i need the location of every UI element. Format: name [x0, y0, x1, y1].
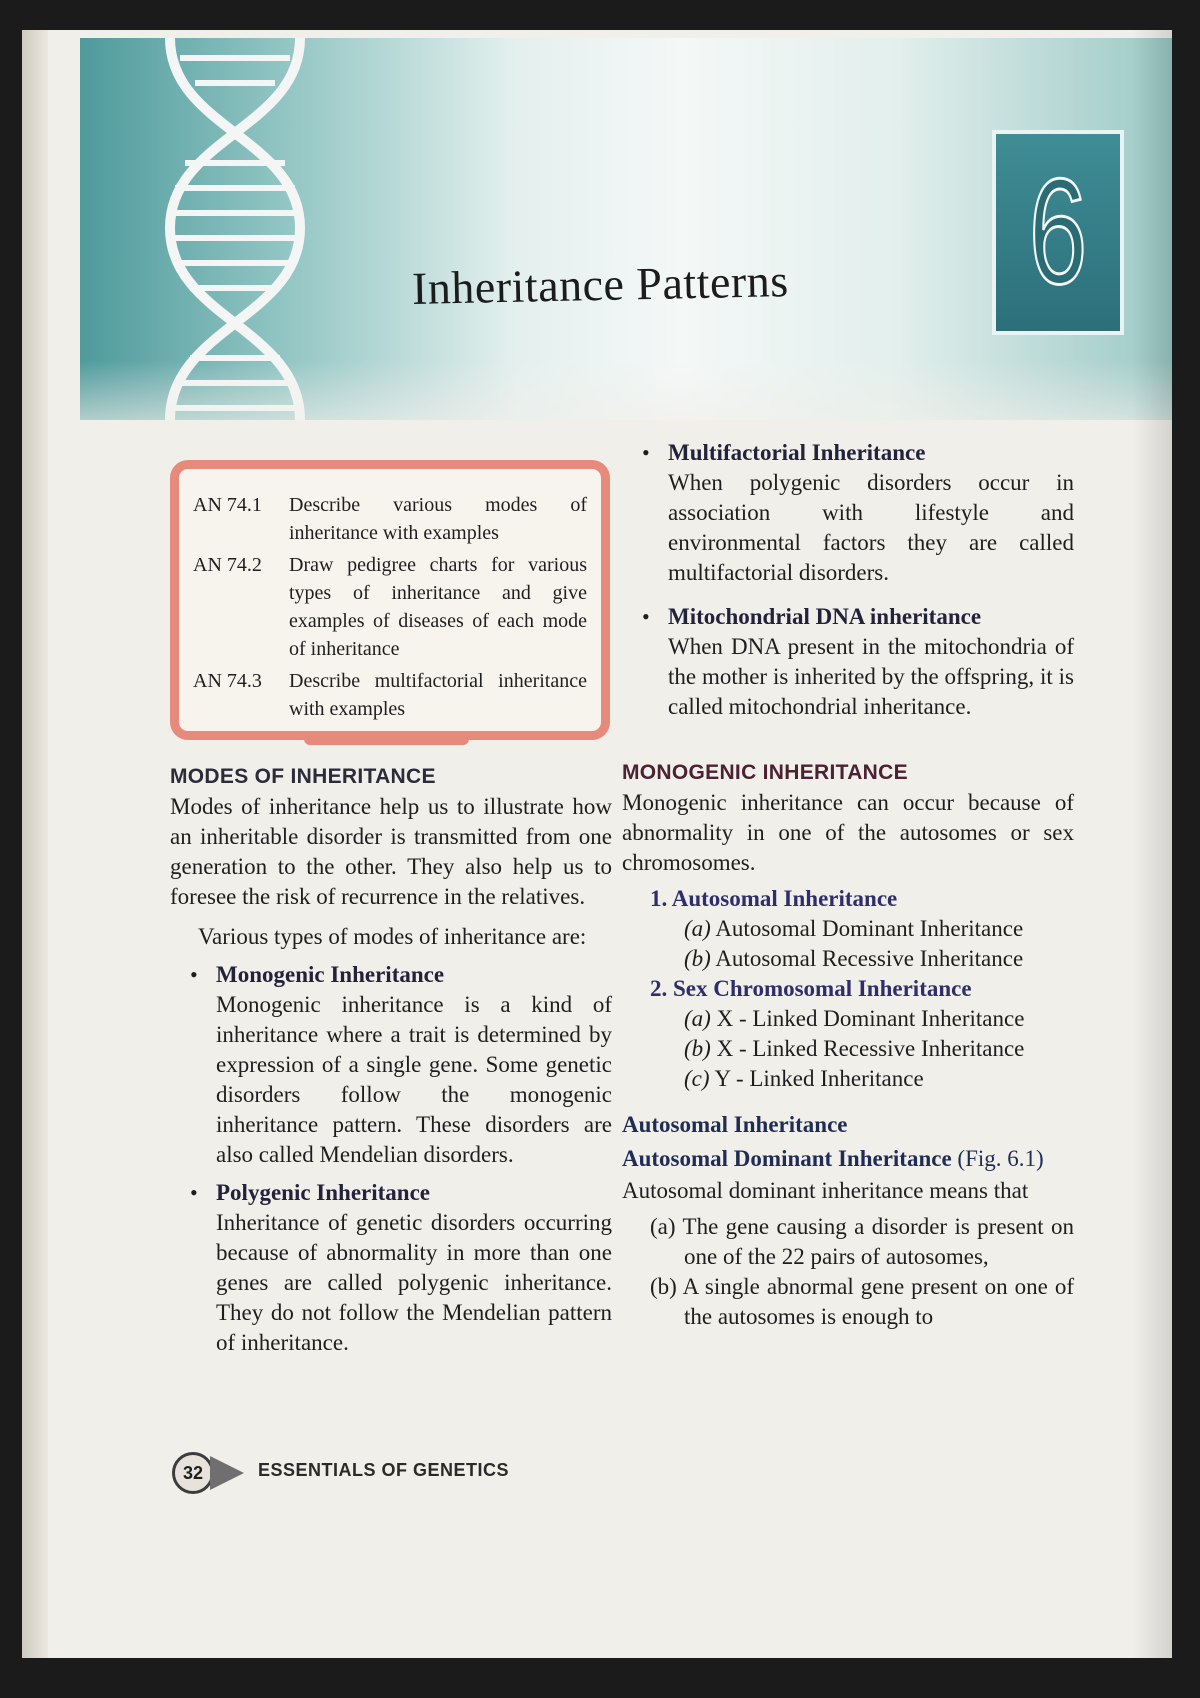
bullet-dot: •: [190, 962, 198, 987]
sub-text: X - Linked Recessive Inheritance: [716, 1036, 1025, 1061]
objective-code: AN 74.2: [193, 554, 262, 576]
sub-item: [650, 1034, 1074, 1064]
bullet-text: Monogenic inheritance is a kind of inheritance where a trait is determined by expression of a single gene. Some genetic disorders follow the monogenic inheritance pattern. These disorders are also called Mendelian disorders.: [216, 992, 612, 1167]
point-item: [636, 1212, 1074, 1272]
chapter-title: Inheritance Patterns: [411, 255, 790, 314]
dominant-paragraph: Autosomal dominant inheritance means that: [622, 1178, 1029, 1203]
bullet-title: Polygenic Inheritance: [216, 1180, 430, 1205]
page-footer: [172, 1450, 592, 1500]
bullet-dot: •: [190, 1180, 198, 1205]
objective-text: Describe multifactorial inheritance with examples: [289, 670, 587, 720]
list-item-autosomal: [622, 884, 1074, 914]
page-edge: [22, 30, 48, 1658]
book-page: [22, 30, 1172, 1658]
point-text: A single abnormal gene present on one of the autosomes is enough to: [682, 1274, 1074, 1329]
sub-item: [650, 914, 1074, 944]
objective-item: [193, 551, 587, 663]
list-item-sex-chromosomal: [622, 974, 1074, 1004]
inheritance-type-list: [622, 884, 1074, 1094]
list-title: Autosomal Inheritance: [671, 886, 898, 911]
figure-reference: (Fig. 6.1): [957, 1146, 1044, 1171]
page-number: 32: [172, 1452, 214, 1494]
bullet-title: Monogenic Inheritance: [216, 962, 445, 987]
header-fade: [80, 360, 1172, 420]
bullet-title: Mitochondrial DNA inheritance: [668, 604, 982, 629]
sub-text: X - Linked Dominant Inheritance: [716, 1006, 1025, 1031]
sub-letter: (c): [684, 1066, 710, 1091]
types-intro: Various types of modes of inheritance are:: [198, 924, 587, 949]
subheading-text: Autosomal Dominant Inheritance: [622, 1146, 952, 1171]
sub-letter: (a): [684, 1006, 711, 1031]
bullet-text: When polygenic disorders occur in association with lifestyle and environmental factors they are called multifactorial disorders.: [668, 470, 1074, 585]
point-item: [636, 1272, 1074, 1332]
bullet-text: Inheritance of genetic disorders occurring because of abnormality in more than one genes are called polygenic inheritance. They do not follow the Mendelian pattern of inheritance.: [216, 1210, 612, 1355]
objective-code: AN 74.3: [193, 670, 262, 692]
point-text: The gene causing a disorder is present on one of the 22 pairs of autosomes,: [682, 1214, 1074, 1269]
section-heading-monogenic: MONOGENIC INHERITANCE: [622, 761, 908, 784]
bullet-dot: •: [642, 440, 650, 465]
bullet-text: When DNA present in the mitochondria of the mother is inherited by the offspring, it is called mitochondrial inheritance.: [668, 634, 1074, 719]
chapter-number-box: [992, 130, 1124, 335]
right-column: [622, 438, 1074, 1332]
point-letter: (b): [650, 1274, 677, 1299]
bullet-dot: •: [642, 604, 650, 629]
bullet-title: Multifactorial Inheritance: [668, 440, 926, 465]
objectives-tab: [304, 731, 469, 745]
page-shadow: [1132, 30, 1172, 1658]
sub-text: Autosomal Recessive Inheritance: [715, 946, 1024, 971]
sub-letter: (b): [684, 1036, 711, 1061]
sub-letter: (b): [684, 946, 711, 971]
bullet-polygenic: [170, 1178, 612, 1358]
objective-item: [193, 491, 587, 547]
modes-paragraph: Modes of inheritance help us to illustrate how an inheritable disorder is transmitted from one generation to the other. They also help us to foresee the risk of recurrence in the relatives.: [170, 794, 612, 909]
sub-letter: (a): [684, 916, 711, 941]
section-heading-modes: MODES OF INHERITANCE: [170, 765, 436, 788]
sub-text: Autosomal Dominant Inheritance: [715, 916, 1024, 941]
sub-text: Y - Linked Inheritance: [714, 1066, 924, 1091]
objective-text: Describe various modes of inheritance with examples: [289, 494, 587, 544]
left-column: [170, 762, 612, 1358]
objective-text: Draw pedigree charts for various types of inheritance and give examples of diseases of each mode of inheritance: [289, 554, 587, 660]
bullet-mitochondrial: [622, 602, 1074, 722]
sub-item: [650, 1004, 1074, 1034]
objective-code: AN 74.1: [193, 494, 262, 516]
bullet-monogenic: [170, 960, 612, 1170]
sub-item: [650, 944, 1074, 974]
list-number: 1.: [650, 886, 668, 911]
point-letter: (a): [650, 1214, 676, 1239]
list-number: 2.: [650, 976, 668, 1001]
monogenic-paragraph: Monogenic inheritance can occur because of abnormality in one of the autosomes or sex chromosomes.: [622, 790, 1074, 875]
subheading-autosomal: Autosomal Inheritance: [622, 1112, 848, 1137]
bullet-multifactorial: [622, 438, 1074, 588]
sub-item: [650, 1064, 1074, 1094]
subheading-autosomal-dominant: [622, 1144, 1074, 1174]
chapter-number: 6: [1028, 147, 1088, 315]
objective-item: [193, 667, 587, 723]
footer-arrow-icon: [210, 1456, 244, 1490]
list-title: Sex Chromosomal Inheritance: [673, 976, 972, 1001]
book-title: ESSENTIALS OF GENETICS: [258, 1460, 510, 1480]
learning-objectives-box: [170, 460, 610, 740]
